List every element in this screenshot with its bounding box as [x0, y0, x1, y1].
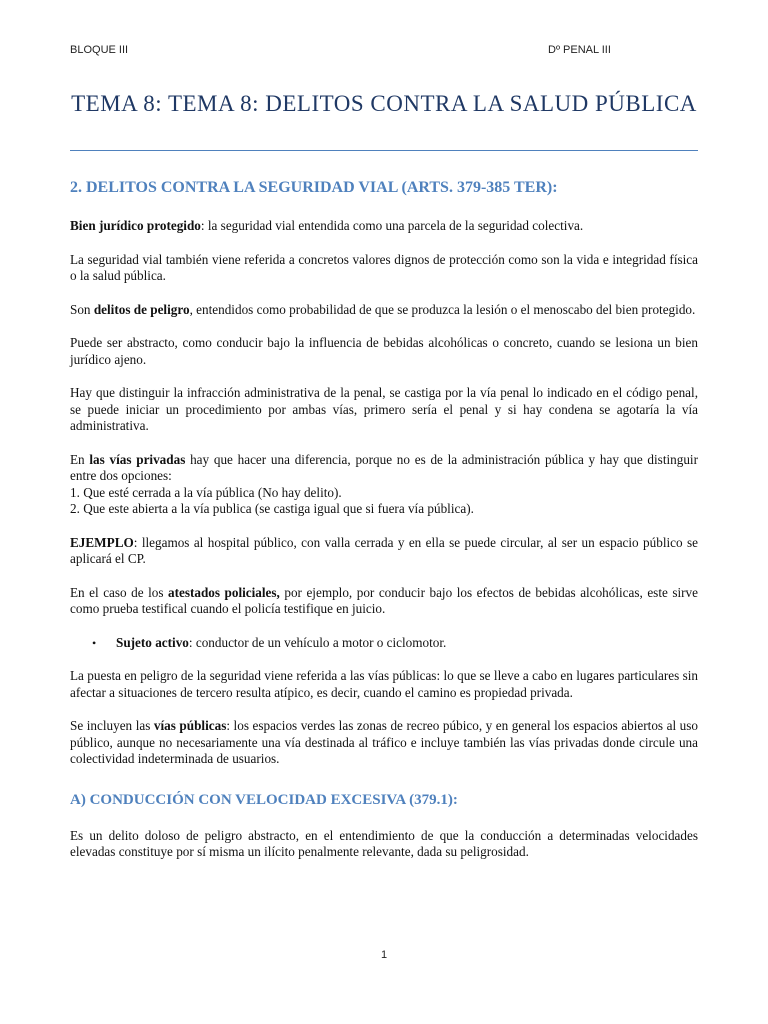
- header-left: BLOQUE III: [70, 44, 129, 56]
- paragraph-bien-juridico: Bien jurídico protegido: la seguridad vial entendida como una parcela de la seguridad colectiva.: [70, 218, 584, 233]
- paragraph-ejemplo: EJEMPLO: llegamos al hospital público, con valla cerrada y en ella se puede circular, al ser un espacio público se aplicará el CP.: [70, 534, 698, 566]
- paragraph-abstracto: Puede ser abstracto, como conducir bajo la influencia de bebidas alcohólicas o concreto, cuando se lesiona un bien jurídico ajeno.: [70, 335, 698, 367]
- paragraph-vias-privadas: En las vías privadas hay que hacer una diferencia, porque no es de la administración pública y hay que distinguir entre dos opciones: 1. Que esté cerrada a la vía pública (No hay delito). 2. Que este abierta a la vía publica (se castiga igual que si fuera vía pública).: [70, 451, 698, 516]
- bold-term: Sujeto activo: [116, 634, 189, 650]
- bold-term: Bien jurídico protegido: [70, 218, 201, 233]
- paragraph-atestados: En el caso de los atestados policiales, por ejemplo, por conducir bajo los efectos de bebidas alcohólicas, este sirve como prueba testifical cuando el policía testifique en juicio.: [70, 584, 698, 616]
- bold-term: vías públicas: [153, 718, 227, 733]
- section-heading: 2. DELITOS CONTRA LA SEGURIDAD VIAL (ARTS. 379-385 TER):: [70, 179, 558, 196]
- bullet-icon: •: [92, 635, 97, 650]
- bold-term: EJEMPLO: [70, 534, 134, 550]
- paragraph-delito-doloso: Es un delito doloso de peligro abstracto, en el entendimiento de que la conducción a determinadas velocidades elevadas constituye por sí misma un ilícito penalmente relevante, dada su peligrosidad.: [70, 827, 698, 859]
- list-item: • Sujeto activo: conductor de un vehículo a motor o ciclomotor.: [92, 634, 447, 650]
- list-item: 1. Que esté cerrada a la vía pública (No hay delito).: [70, 484, 342, 500]
- bold-term: las vías privadas: [89, 451, 186, 467]
- subsection-heading: A) CONDUCCIÓN CON VELOCIDAD EXCESIVA (379.1):: [70, 791, 458, 808]
- document-body: [70, 178, 698, 878]
- header-right: Dº PENAL III: [548, 44, 611, 56]
- paragraph-seguridad-vial: La seguridad vial también viene referida a concretos valores dignos de protección como son la vida e integridad física o la salud pública.: [70, 251, 698, 283]
- list-item: 2. Que este abierta a la vía publica (se castiga igual que si fuera vía pública).: [70, 501, 474, 516]
- paragraph-puesta-peligro: La puesta en peligro de la seguridad viene referida a las vías públicas: lo que se lleve a cabo en lugares particulares sin afectar a situaciones de tercero resulta atípico, es decir, cuando el camino es propiedad privada.: [70, 668, 698, 700]
- title-underline: [70, 150, 698, 151]
- document-title: TEMA 8: TEMA 8: DELITOS CONTRA LA SALUD PÚBLICA: [71, 91, 697, 116]
- bold-term: atestados policiales,: [168, 584, 280, 600]
- page-number: 1: [380, 949, 388, 961]
- paragraph-infraccion: Hay que distinguir la infracción administrativa de la penal, se castiga por la vía penal lo indicado en el código penal, se puede iniciar un procedimiento por ambas vías, primero sería el penal y si hay condena se agotaría la vía administrativa.: [70, 385, 698, 433]
- bold-term: delitos de peligro: [93, 301, 190, 317]
- bullet-list: [70, 635, 698, 652]
- paragraph-vias-publicas: Se incluyen las vías públicas: los espacios verdes las zonas de recreo púbico, y en general los espacios abiertos al uso público, aunque no necesariamente una vía destinada al tráfico e incluye también las vías privadas donde circule una colectividad indeterminada de usuarios.: [70, 718, 698, 766]
- paragraph-delitos-peligro: Son delitos de peligro, entendidos como probabilidad de que se produzca la lesión o el menoscabo del bien protegido.: [70, 301, 696, 317]
